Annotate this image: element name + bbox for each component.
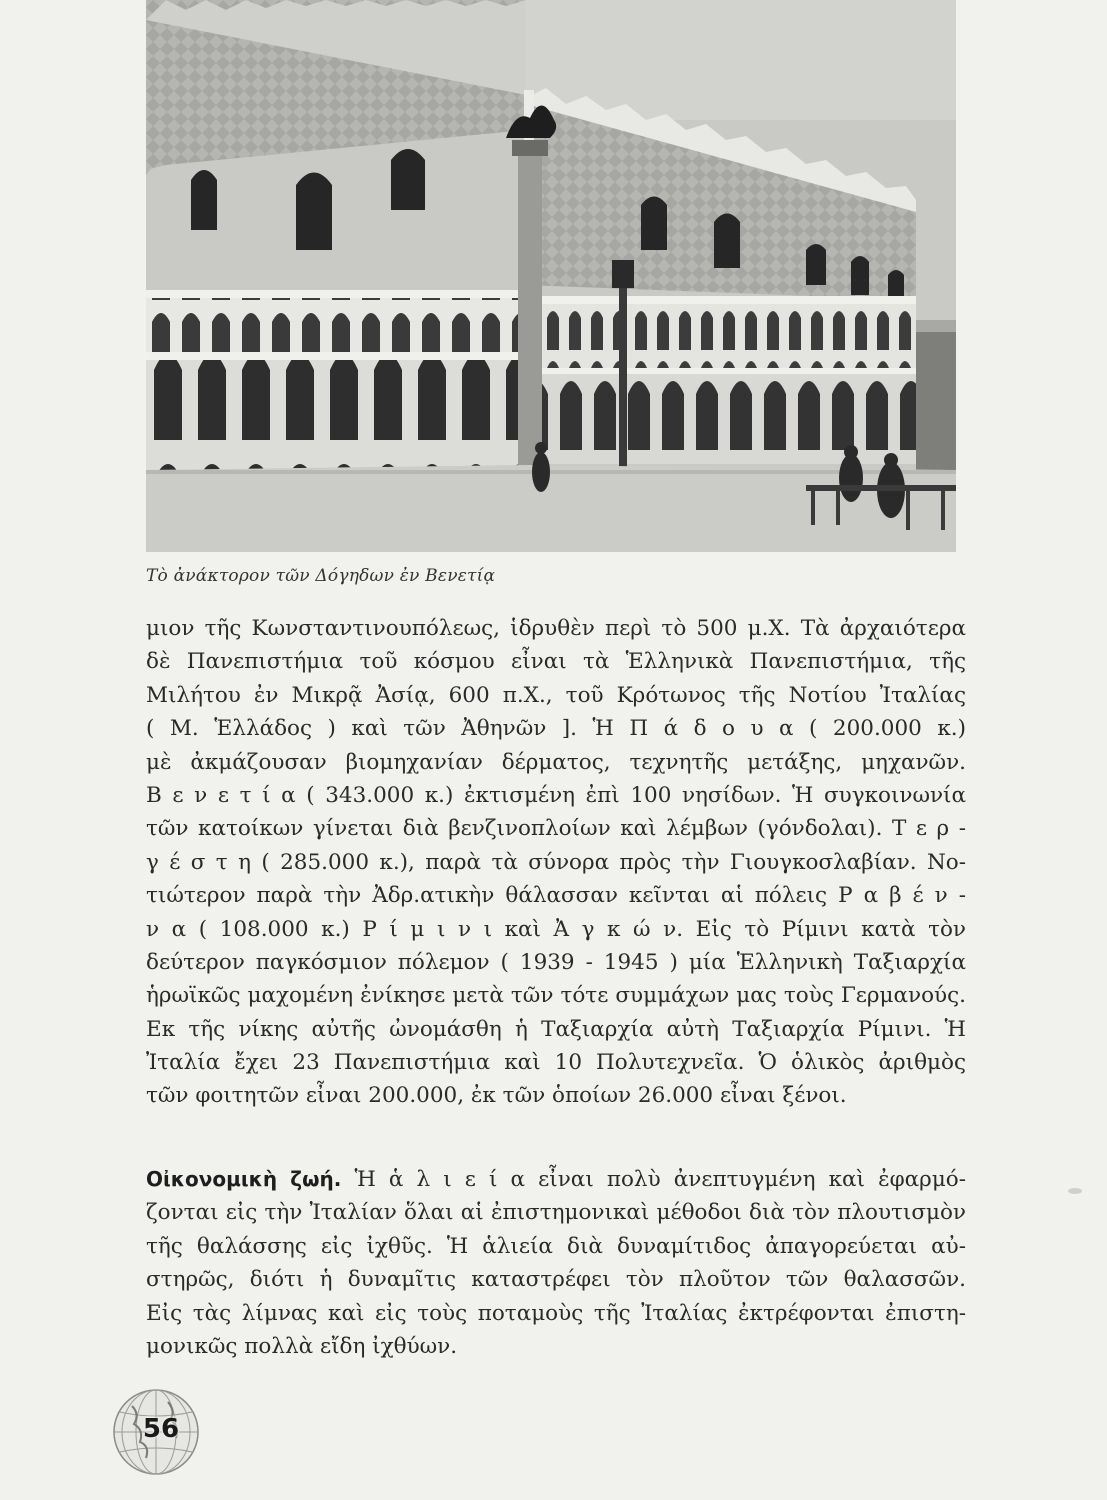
text-line: μὲ ἀκμάζουσαν βιομηχανίαν δέρματος, τεχνητῆς μετάξης, μηχανῶν. bbox=[146, 749, 966, 775]
economic-life-section bbox=[146, 1163, 966, 1363]
section-first-line bbox=[146, 1163, 966, 1196]
text-line: Ἰταλία ἔχει 23 Πανεπιστήμια καὶ 10 Πολυτεχνεῖα. Ὁ ὁλικὸς ἀριθμὸς bbox=[146, 1050, 966, 1076]
body-paragraph bbox=[146, 612, 966, 1113]
paper-speck bbox=[1068, 1188, 1082, 1194]
text-line: δὲ Πανεπιστήμια τοῦ κόσμου εἶναι τὰ Ἑλληνικὰ Πανεπιστήμια, τῆς bbox=[146, 649, 966, 675]
text-line: ἡρωϊκῶς μαχομένη ἐνίκησε μετὰ τῶν τότε συμμάχων μας τοὺς Γερμανούς. bbox=[146, 983, 966, 1009]
text-line: μονικῶς πολλὰ εἴδη ἰχθύων. bbox=[146, 1333, 458, 1359]
section-heading: Οἰκονομικὴ ζωή. bbox=[146, 1167, 342, 1191]
text-line: Εἰς τὰς λίμνας καὶ εἰς τοὺς ποταμοὺς τῆς Ἰταλίας ἐκτρέφονται ἐπιστη- bbox=[146, 1300, 966, 1326]
section-first-line-text: Ἡ ἁ λ ι ε ί α εἶναι πολὺ ἀνεπτυγμένη καὶ ἐφαρμό- bbox=[354, 1167, 966, 1192]
text-line: ζονται εἰς τὴν Ἰταλίαν ὅλαι αἱ ἐπιστημονικαὶ μέθοδοι διὰ τὸν πλουτισμὸν bbox=[146, 1200, 966, 1226]
text-line: μιον τῆς Κωνσταντινουπόλεως, ἱδρυθὲν περὶ τὸ 500 μ.Χ. Τὰ ἀρχαιότερα bbox=[146, 616, 966, 641]
text-line: τῶν φοιτητῶν εἶναι 200.000, ἐκ τῶν ὁποίων 26.000 εἶναι ξένοι. bbox=[146, 1083, 847, 1109]
text-line: Β ε ν ε τ ί α ( 343.000 κ.) ἐκτισμένη ἐπὶ 100 νησίδων. Ἡ συγκοινωνία bbox=[146, 782, 966, 808]
text-line: στηρῶς, διότι ἡ δυναμῖτις καταστρέφει τὸν πλοῦτον τῶν θαλασσῶν. bbox=[146, 1267, 966, 1293]
text-line: Μιλήτου ἐν Μικρᾷ Ἀσίᾳ, 600 π.Χ., τοῦ Κρότωνος τῆς Νοτίου Ἰταλίας bbox=[146, 682, 966, 708]
text-line: τῆς θαλάσσης εἰς ἰχθῦς. Ἡ ἁλιεία διὰ δυναμίτιδος ἀπαγορεύεται αὐ- bbox=[146, 1233, 966, 1259]
photo-caption: Τὸ ἀνάκτορον τῶν Δόγηδων ἐν Βενετίᾳ bbox=[146, 566, 496, 586]
text-line: τῶν κατοίκων γίνεται διὰ βενζινοπλοίων καὶ λέμβων (γόνδολαι). Τ ε ρ - bbox=[146, 816, 966, 842]
palace-illustration bbox=[146, 0, 956, 552]
text-line: δεύτερον παγκόσμιον πόλεμον ( 1939 - 1945 ) μία Ἑλληνικὴ Ταξιαρχία bbox=[146, 949, 966, 975]
doges-palace-photo bbox=[146, 0, 956, 552]
text-line: ν α ( 108.000 κ.) Ρ ί μ ι ν ι καὶ Ἀ γ κ ώ ν. Εἰς τὸ Ρίμινι κατὰ τὸν bbox=[146, 916, 966, 942]
page-number: 56 bbox=[142, 1414, 180, 1444]
text-line: τιώτερον παρὰ τὴν Ἀδρ.ατικὴν θάλασσαν κεῖνται αἱ πόλεις Ρ α β έ ν - bbox=[146, 883, 966, 909]
text-line: ( Μ. Ἑλλάδος ) καὶ τῶν Ἀθηνῶν ]. Ἡ Π ά δ ο υ α ( 200.000 κ.) bbox=[146, 716, 966, 742]
text-line: Εκ τῆς νίκης αὐτῆς ὠνομάσθη ἡ Ταξιαρχία αὐτὴ Ταξιαρχία Ρίμινι. Ἡ bbox=[146, 1016, 966, 1042]
text-line: γ έ σ τ η ( 285.000 κ.), παρὰ τὰ σύνορα πρὸς τὴν Γιουγκοσλαβίαν. Νο- bbox=[146, 849, 966, 875]
